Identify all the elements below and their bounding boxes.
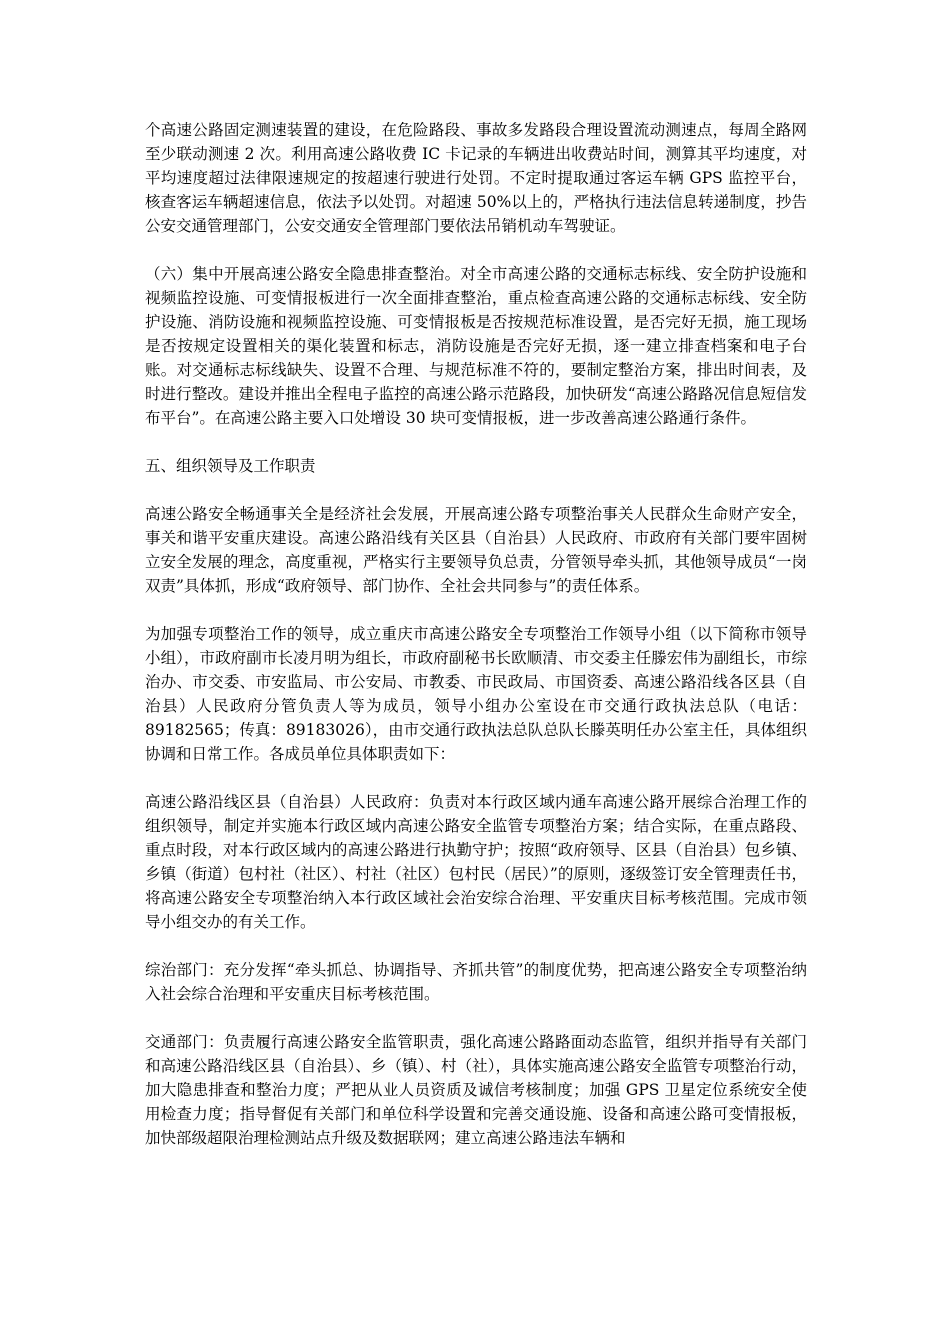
paragraph-speed-enforcement: 个高速公路固定测速装置的建设，在危险路段、事故多发路段合理设置流动测速点，每周全路网至少联动测速 2 次。利用高速公路收费 IC 卡记录的车辆进出收费站时间，测算其平均速度，对平均速度超过法律限速规定的按超速行驶进行处罚。不定时提取通过客运车辆 GPS 监控平台，核查客运车辆超速信息，依法予以处罚。对超速 50%以上的，严格执行违法信息转递制度，抄告公安交通管理部门，公安交通安全管理部门要依法吊销机动车驾驶证。 <box>145 121 807 235</box>
paragraph-comprehensive-governance-duties: 综治部门：充分发挥“牵头抓总、协调指导、齐抓共管”的制度优势，把高速公路安全专项整治纳入社会综合治理和平安重庆目标考核范围。 <box>145 961 807 1003</box>
document-page <box>145 118 807 1174</box>
paragraph-district-government-duties: 高速公路沿线区县（自治县）人民政府：负责对本行政区域内通车高速公路开展综合治理工作的组织领导，制定并实施本行政区域内高速公路安全监管专项整治方案；结合实际，在重点路段、重点时段，对本行政区域内的高速公路进行执勤守护；按照“政府领导、区县（自治县）包乡镇、乡镇（街道）包村社（社区）、村社（社区）包村民（居民）”的原则，逐级签订安全管理责任书，将高速公路安全专项整治纳入本行政区域社会治安综合治理、平安重庆目标考核范围。完成市领导小组交办的有关工作。 <box>145 793 807 931</box>
section-heading-organization: 五、组织领导及工作职责 <box>145 457 316 475</box>
paragraph-safety-importance: 高速公路安全畅通事关全是经济社会发展，开展高速公路专项整治事关人民群众生命财产安全，事关和谐平安重庆建设。高速公路沿线有关区县（自治县）人民政府、市政府有关部门要牢固树立安全发展的理念，高度重视，严格实行主要领导负总责，分管领导牵头抓，其他领导成员“一岗双责”具体抓，形成“政府领导、部门协作、全社会共同参与”的责任体系。 <box>145 505 807 595</box>
paragraph-leadership-group: 为加强专项整治工作的领导，成立重庆市高速公路安全专项整治工作领导小组（以下简称市领导小组），市政府副市长凌月明为组长，市政府副秘书长欧顺清、市交委主任滕宏伟为副组长，市综治办、市交委、市安监局、市公安局、市教委、市民政局、市国资委、高速公路沿线各区县（自治县）人民政府分管负责人等为成员，领导小组办公室设在市交通行政执法总队（电话：89182565；传真：89183026），由市交通行政执法总队总队长滕英明任办公室主任，具体组织协调和日常工作。各成员单位具体职责如下： <box>145 625 807 763</box>
paragraph-transport-department-duties: 交通部门：负责履行高速公路安全监管职责，强化高速公路路面动态监管，组织并指导有关部门和高速公路沿线区县（自治县）、乡（镇）、村（社），具体实施高速公路安全监管专项整治行动，加大隐患排查和整治力度；严把从业人员资质及诚信考核制度；加强 GPS 卫星定位系统安全使用检查力度；指导督促有关部门和单位科学设置和完善交通设施、设备和高速公路可变情报板，加快部级超限治理检测站点升级及数据联网；建立高速公路违法车辆和 <box>145 1033 807 1147</box>
paragraph-hazard-inspection: （六）集中开展高速公路安全隐患排查整治。对全市高速公路的交通标志标线、安全防护设施和视频监控设施、可变情报板进行一次全面排查整治，重点检查高速公路的交通标志标线、安全防护设施、消防设施和视频监控设施、可变情报板是否按规范标准设置，是否完好无损，施工现场是否按规定设置相关的渠化装置和标志，消防设施是否完好无损，逐一建立排查档案和电子台账。对交通标志标线缺失、设置不合理、与规范标准不符的，要制定整治方案，排出时间表，及时进行整改。建设并推出全程电子监控的高速公路示范路段，加快研发“高速公路路况信息短信发布平台”。在高速公路主要入口处增设 30 块可变情报板，进一步改善高速公路通行条件。 <box>145 265 807 427</box>
